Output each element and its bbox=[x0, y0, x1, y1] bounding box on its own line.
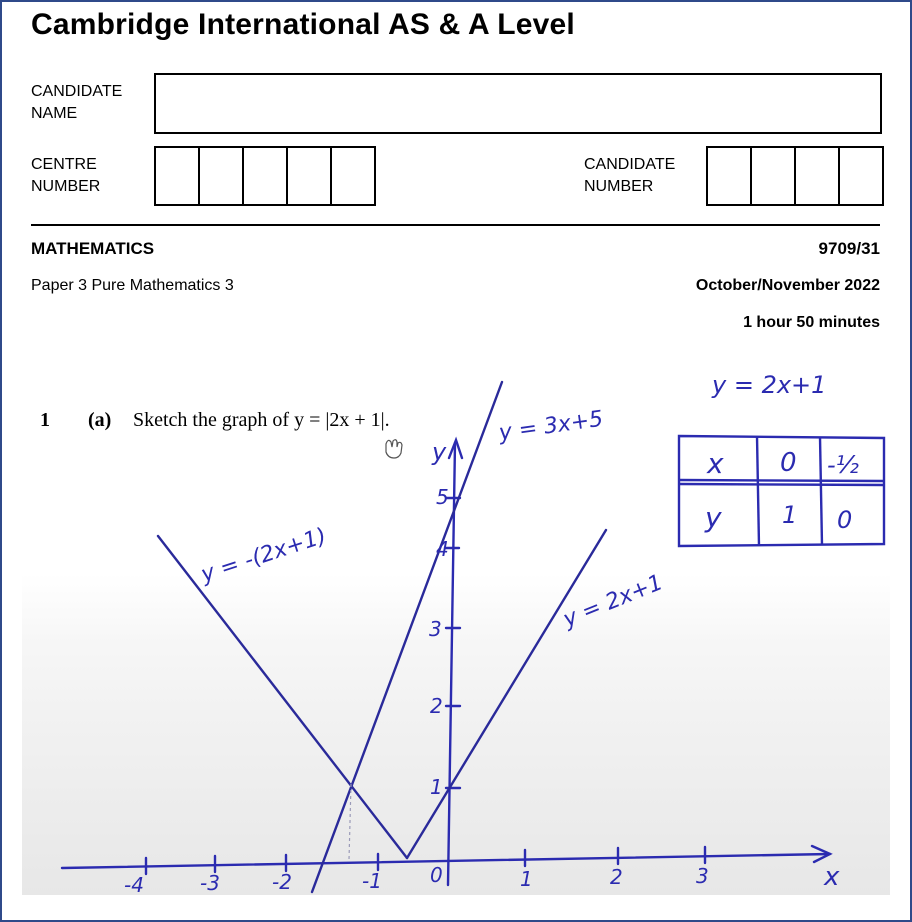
hand-cursor-icon bbox=[386, 440, 402, 458]
line-label-2x-plus-1: y = 2x+1 bbox=[559, 570, 667, 633]
exam-session: October/November 2022 bbox=[695, 277, 880, 294]
candidate-number-cell[interactable] bbox=[708, 148, 752, 204]
table-row-0: 0 bbox=[837, 506, 853, 534]
candidate-name-label: CANDIDATE NAME bbox=[31, 83, 123, 122]
subject-title: MATHEMATICS bbox=[31, 239, 155, 258]
candidate-number-cell[interactable] bbox=[840, 148, 882, 204]
candidate-number-cell[interactable] bbox=[752, 148, 796, 204]
x-tick-label: 1 bbox=[520, 867, 533, 891]
y-tick-label: 5 bbox=[436, 485, 449, 509]
x-tick-label: -2 bbox=[272, 870, 292, 894]
x-axis-label: x bbox=[824, 862, 840, 892]
centre-number-cell[interactable] bbox=[332, 148, 374, 204]
paper-title: Paper 3 Pure Mathematics 3 bbox=[31, 277, 234, 294]
y-tick-label: 4 bbox=[436, 537, 449, 561]
y-axis-label: y bbox=[432, 438, 447, 466]
candidate-number-cell[interactable] bbox=[796, 148, 840, 204]
table-row-y: y bbox=[705, 501, 722, 534]
exam-board-title: Cambridge International AS & A Level bbox=[31, 8, 575, 41]
y-tick-label: 3 bbox=[429, 617, 442, 641]
x-tick-label: 3 bbox=[696, 864, 709, 888]
centre-number-cell[interactable] bbox=[288, 148, 332, 204]
x-tick-label: 2 bbox=[610, 865, 623, 889]
centre-number-label: CENTRE NUMBER bbox=[31, 156, 101, 195]
centre-number-boxes[interactable] bbox=[154, 146, 376, 206]
table-header-x: x bbox=[707, 447, 724, 480]
question-text: Sketch the graph of y = |2x + 1|. bbox=[133, 409, 390, 431]
table-row-1: 1 bbox=[782, 501, 798, 529]
candidate-name-field[interactable] bbox=[154, 73, 882, 134]
x-tick-label: -4 bbox=[124, 873, 144, 895]
table-heading-annotation: y = 2x+1 bbox=[712, 371, 827, 399]
table-header-0: 0 bbox=[780, 448, 797, 478]
centre-number-cell[interactable] bbox=[200, 148, 244, 204]
x-tick-label: -1 bbox=[362, 869, 382, 893]
centre-number-cell[interactable] bbox=[244, 148, 288, 204]
value-table-row-divider bbox=[679, 484, 884, 485]
y-tick-label: 2 bbox=[430, 694, 443, 718]
line-label-3x-plus-5: y = 3x+5 bbox=[497, 406, 605, 446]
exam-duration: 1 hour 50 minutes bbox=[743, 314, 880, 331]
x-tick-label: -3 bbox=[200, 871, 220, 895]
syllabus-code: 9709/31 bbox=[818, 239, 880, 258]
centre-number-cell[interactable] bbox=[156, 148, 200, 204]
y-tick-label: 1 bbox=[430, 775, 443, 799]
table-header-neg-half: -½ bbox=[827, 451, 859, 479]
line-label-neg-2x-plus-1: y = -(2x+1) bbox=[198, 523, 330, 588]
candidate-number-label: CANDIDATE NUMBER bbox=[584, 156, 676, 195]
question-part: (a) bbox=[88, 409, 112, 431]
candidate-number-boxes[interactable] bbox=[706, 146, 884, 206]
value-table-row-divider bbox=[679, 480, 884, 481]
question-number: 1 bbox=[40, 409, 50, 431]
x-tick-label: 0 bbox=[430, 863, 443, 887]
header-divider bbox=[31, 224, 880, 226]
